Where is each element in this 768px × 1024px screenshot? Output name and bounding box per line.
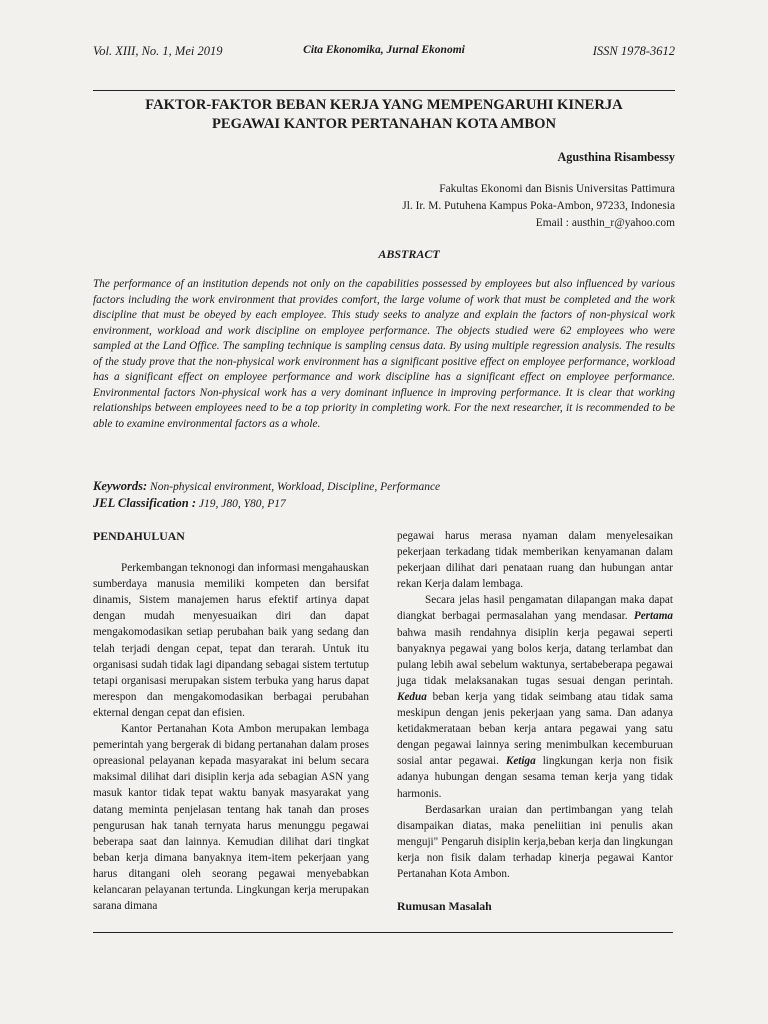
affiliation-email: Email : austhin_r@yahoo.com xyxy=(535,217,675,229)
keywords-value: Non-physical environment, Workload, Discipline, Performance xyxy=(150,481,441,493)
title-line-1: FAKTOR-FAKTOR BEBAN KERJA YANG MEMPENGARUHI KINERJA xyxy=(145,97,623,113)
emphasis-ketiga: Ketiga xyxy=(505,755,536,768)
paragraph: Perkembangan teknonogi dan informasi mengahauskan sumberdaya manusia memiliki kompeten dan bersifat dinamis, Sistem manajemen harus efektif artinya dapat dengan mudah menyesuaikan diri dan dapat mengakomodasikan setiap perubahan baik yang sedang dan telah terjadi dengan cepat, tepat dan terarah. Untuk itu organisasi sudah tidak lagi dipandang sebagai sistem tertutup tetapi organisasi merupakan sistem terbuka yang harus dapat merespon dan mengakomodasikan berbagai perubahan ekternal dengan cepat dan efisien. xyxy=(93,562,369,719)
section-heading-pendahuluan: PENDAHULUAN xyxy=(93,529,185,543)
author-name: Agusthina Risambessy xyxy=(557,150,675,164)
paragraph-text: Secara jelas hasil pengamatan dilapangan maka dapat diangkat berbagai permasalahan yang mendasar. xyxy=(397,594,673,623)
affiliation-address: Jl. Ir. M. Putuhena Kampus Poka-Ambon, 97233, Indonesia xyxy=(402,200,675,212)
volume-info: Vol. XIII, No. 1, Mei 2019 xyxy=(93,44,223,58)
footer-rule xyxy=(93,932,673,933)
paragraph: pegawai harus merasa nyaman dalam menyelesaikan pekerjaan terkadang tidak memberikan kenyamanan dalam pekerjaan dilihat dari penataan ruang dan hubungan antar rekan Kerja dalam lembaga. xyxy=(397,530,673,591)
paragraph: Kantor Pertanahan Kota Ambon merupakan lembaga pemerintah yang bergerak di bidang pertanahan dalam proses opreasional pelayanan kepada masyarakat ini belum secara maksimal dilihat dari disiplin kerja ada sebagian ASN yang masuk kantor tidak tepat waktu banyak masyarakat yang datang meminta penjelasan tentang hak tanah dan proses pengurusan hak tanah ternyata harus menunggu pegawai beberapa saat dan lainnya. Kemudian dilihat dari tingkat beban kerja dimana banyaknya item-item pekerjaan yang harus ditangani oleh seorang pegawai menyebabkan kelancaran pelayanan tertunda. Lingkungan kerja merupakan sarana dimana xyxy=(93,723,369,913)
affiliation-institution: Fakultas Ekonomi dan Bisnis Universitas Pattimura xyxy=(439,183,675,195)
section-heading-rumusan-masalah: Rumusan Masalah xyxy=(397,899,492,914)
abstract-heading: ABSTRACT xyxy=(378,247,440,261)
paragraph-problems xyxy=(397,592,673,801)
keywords-block xyxy=(93,478,675,512)
paragraph-text: lingkungan kerja non fisik adanya hubungan dengan sesama teman kerja yang tidak harmonis. xyxy=(397,755,673,800)
paragraph-text: beban kerja yang tidak seimbang atau tidak sama meskipun dengan jenis pekerjaan yang sama. Dan adanya ketidakmerataan beban kerja antara pegawai yang satu dengan pegawai lainnya sering menimbulkan kecemburuan sosial antar pegawai. xyxy=(397,690,673,768)
header-rule xyxy=(93,90,675,91)
paragraph-text: bahwa masih rendahnya disiplin kerja pegawai seperti banyaknya pegawai yang bolos kerja, datang terlambat dan pulang lebih awal sebelum waktunya, sertabeberapa pegawai juga tidak melaksanakan tugas sesuai dengan perintah. xyxy=(397,626,673,687)
issn: ISSN 1978-3612 xyxy=(592,44,675,58)
left-column xyxy=(93,528,369,914)
jel-value: J19, J80, Y80, P17 xyxy=(198,498,286,510)
keywords-label: Keywords: xyxy=(93,479,148,493)
emphasis-kedua: Kedua xyxy=(397,690,427,703)
jel-label: JEL Classification : xyxy=(93,496,197,510)
abstract-text: The performance of an institution depends not only on the capabilities possessed by employees but also influenced by various factors including the work environment that provides comfort, the large volume of work that must be completed and the work discipline that must be obeyed by each employee. This study seeks to analyze and explain the factors of non-physical work environment, workload and work discipline on employee performance. The objects studied were 62 employees who were sampled at the Land Office. The sampling technique is sampling census data. By using multiple regression analysis. The results of the study prove that the non-physical work environment has a significant positive effect on employee performance, workload has a significant effect on employee performance and work discipline has a significant effect on employee performance. Environmental factors Non-physical work has a very dominant influence in improving performance. It is clear that working relationships between employees need to be a top priority in completing work. For the next researcher, it is recommended to be able to examine environmental factors as a whole. xyxy=(93,278,675,430)
emphasis-pertama: Pertama xyxy=(633,610,674,623)
right-column xyxy=(397,528,673,930)
paragraph: Berdasarkan uraian dan pertimbangan yang telah disampaikan diatas, maka peneliitian ini penulis akan menguji" Pengaruh disiplin kerja,beban kerja dan lingkungan kerja non fisik dalam terhadap kinerja pegawai Kantor Pertanahan Kota Ambon. xyxy=(397,803,673,880)
paper-title xyxy=(93,96,675,134)
jel-line xyxy=(93,495,675,512)
keywords-line xyxy=(93,478,675,495)
affiliation xyxy=(402,181,675,232)
journal-name: Cita Ekonomika, Jurnal Ekonomi xyxy=(303,44,465,56)
title-line-2: PEGAWAI KANTOR PERTANAHAN KOTA AMBON xyxy=(211,116,557,132)
